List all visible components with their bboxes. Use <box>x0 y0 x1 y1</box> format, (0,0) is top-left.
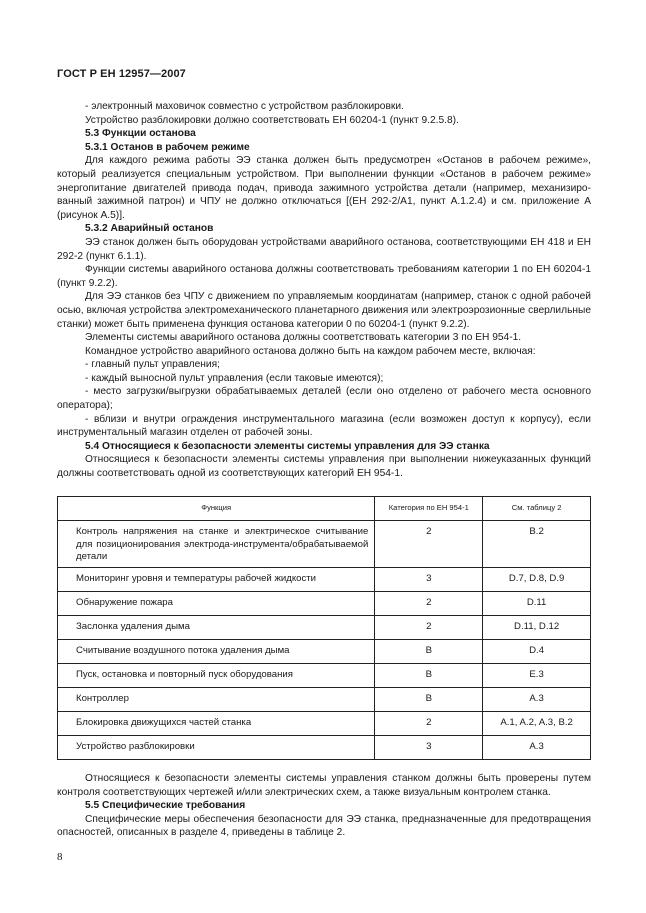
section-heading-5-3-2: 5.3.2 Аварийный останов <box>85 223 214 235</box>
table-row <box>58 712 591 736</box>
table-row <box>58 616 591 640</box>
function-cell: Мониторинг уровня и температуры рабочей жидкости <box>58 568 375 592</box>
paragraph: Командное устройство аварийного останова должно быть на каждом рабочем месте, включая: <box>85 345 536 357</box>
paragraph: Относящиеся к безопасности элементы системы управления при выполнении нижеуказанных функций должны соответствовать одной из соответствующих категорий ЕН 954-1. <box>57 454 591 480</box>
category-cell: B <box>375 688 483 712</box>
document-header: ГОСТ Р ЕН 12957—2007 <box>57 68 186 80</box>
function-cell: Устройство разблокировки <box>58 736 375 760</box>
section-heading-5-5: 5.5 Специфические требования <box>85 800 246 812</box>
category-cell: 2 <box>375 521 483 568</box>
closing-text <box>57 772 591 840</box>
function-cell: Заслонка удаления дыма <box>58 616 375 640</box>
reference-cell: E.3 <box>483 664 591 688</box>
function-cell: Контроль напряжения на станке и электрическое считывание для позиционирования электрода-инструмента/обрабатываемой детали <box>58 521 375 568</box>
reference-cell: D.11 <box>483 592 591 616</box>
paragraph: Для каждого режима работы ЭЭ станка должен быть предусмотрен «Останов в рабочем режиме», который реализуется специальным устройством. При выполнении функции «Останов в рабочем режиме» энергопитание двигателей привода подач, привода зажимного устройства детали (например, механизированный зажимной патрон) и ЧПУ не должно отключаться [(ЕН 292-2/А1, пункт А.1.2.4) и см. приложение А (рисунок А.5)]. <box>57 155 591 221</box>
function-cell: Обнаружение пожара <box>58 592 375 616</box>
page-number: 8 <box>57 851 63 863</box>
list-item: - главный пульт управления; <box>85 359 220 371</box>
paragraph: Для ЭЭ станков без ЧПУ с движением по управляемым координатам (например, станок с одной рабочей осью, включая устройства электромеханического планетарного движения или электроэрозионные сверлильные станки) может быть применена функция останова категории 0 по 60204-1 (пункт 9.2.2). <box>57 291 591 330</box>
list-item: - каждый выносной пульт управления (если таковые имеются); <box>85 372 384 384</box>
table-row <box>58 736 591 760</box>
column-header-category: Категория по ЕН 954-1 <box>375 497 483 521</box>
function-cell: Блокировка движущихся частей станка <box>58 712 375 736</box>
category-cell: 3 <box>375 736 483 760</box>
table-row <box>58 664 591 688</box>
reference-cell: A.3 <box>483 736 591 760</box>
table-row <box>58 568 591 592</box>
list-item: - вблизи и внутри ограждения инструментального магазина (если возможен доступ к корпусу), если инструментальный магазин отделен от рабочей зоны. <box>57 413 591 439</box>
functions-table <box>57 496 591 760</box>
function-cell: Пуск, остановка и повторный пуск оборудования <box>58 664 375 688</box>
category-cell: 2 <box>375 712 483 736</box>
table-header-row <box>58 497 591 521</box>
function-cell: Контроллер <box>58 688 375 712</box>
table-row <box>58 521 591 568</box>
column-header-see-table: См. таблицу 2 <box>483 497 591 521</box>
column-header-function: Функция <box>58 497 375 521</box>
list-item: - электронный маховичок совместно с устройством разблокировки. <box>85 101 404 112</box>
paragraph: Элементы системы аварийного останова должны соответствовать категории 3 по ЕН 954-1. <box>85 332 522 344</box>
main-text <box>57 100 591 481</box>
reference-cell: B.2 <box>483 521 591 568</box>
section-heading-5-3: 5.3 Функции останова <box>85 128 196 140</box>
table-row <box>58 688 591 712</box>
category-cell: 2 <box>375 616 483 640</box>
category-cell: 2 <box>375 592 483 616</box>
paragraph: ЭЭ станок должен быть оборудован устройствами аварийного останова, соответствующими ЕН 418 и ЕН 292-2 (пункт 6.1.1). <box>57 236 591 262</box>
reference-cell: D.4 <box>483 640 591 664</box>
paragraph: Относящиеся к безопасности элементы системы управления станком должны быть проверены путем контроля соответствующих чертежей и/или электрических схем, а также визуальным контролем станка. <box>57 773 591 798</box>
paragraph: Устройство разблокировки должно соответствовать ЕН 60204-1 (пункт 9.2.5.8). <box>85 114 459 126</box>
paragraph: Специфические меры обеспечения безопасности для ЭЭ станка, предназначенные для предотвращения опасностей, описанных в разделе 4, приведены в таблице 2. <box>57 813 591 839</box>
category-cell: 3 <box>375 568 483 592</box>
reference-cell: A.1, A.2, A.3, B.2 <box>483 712 591 736</box>
table-row <box>58 592 591 616</box>
category-cell: B <box>375 664 483 688</box>
reference-cell: A.3 <box>483 688 591 712</box>
paragraph: Функции системы аварийного останова должны соответствовать требованиям категории 1 по ЕН 60204-1 (пункт 9.2.2). <box>57 264 591 289</box>
list-item: - место загрузки/выгрузки обрабатываемых деталей (если оно отделено от рабочего места основного оператора); <box>57 386 591 412</box>
category-cell: B <box>375 640 483 664</box>
reference-cell: D.11, D.12 <box>483 616 591 640</box>
function-cell: Считывание воздушного потока удаления дыма <box>58 640 375 664</box>
reference-cell: D.7, D.8, D.9 <box>483 568 591 592</box>
section-heading-5-3-1: 5.3.1 Останов в рабочем режиме <box>85 141 250 153</box>
table-row <box>58 640 591 664</box>
section-heading-5-4: 5.4 Относящиеся к безопасности элементы системы управления для ЭЭ станка <box>85 440 490 452</box>
